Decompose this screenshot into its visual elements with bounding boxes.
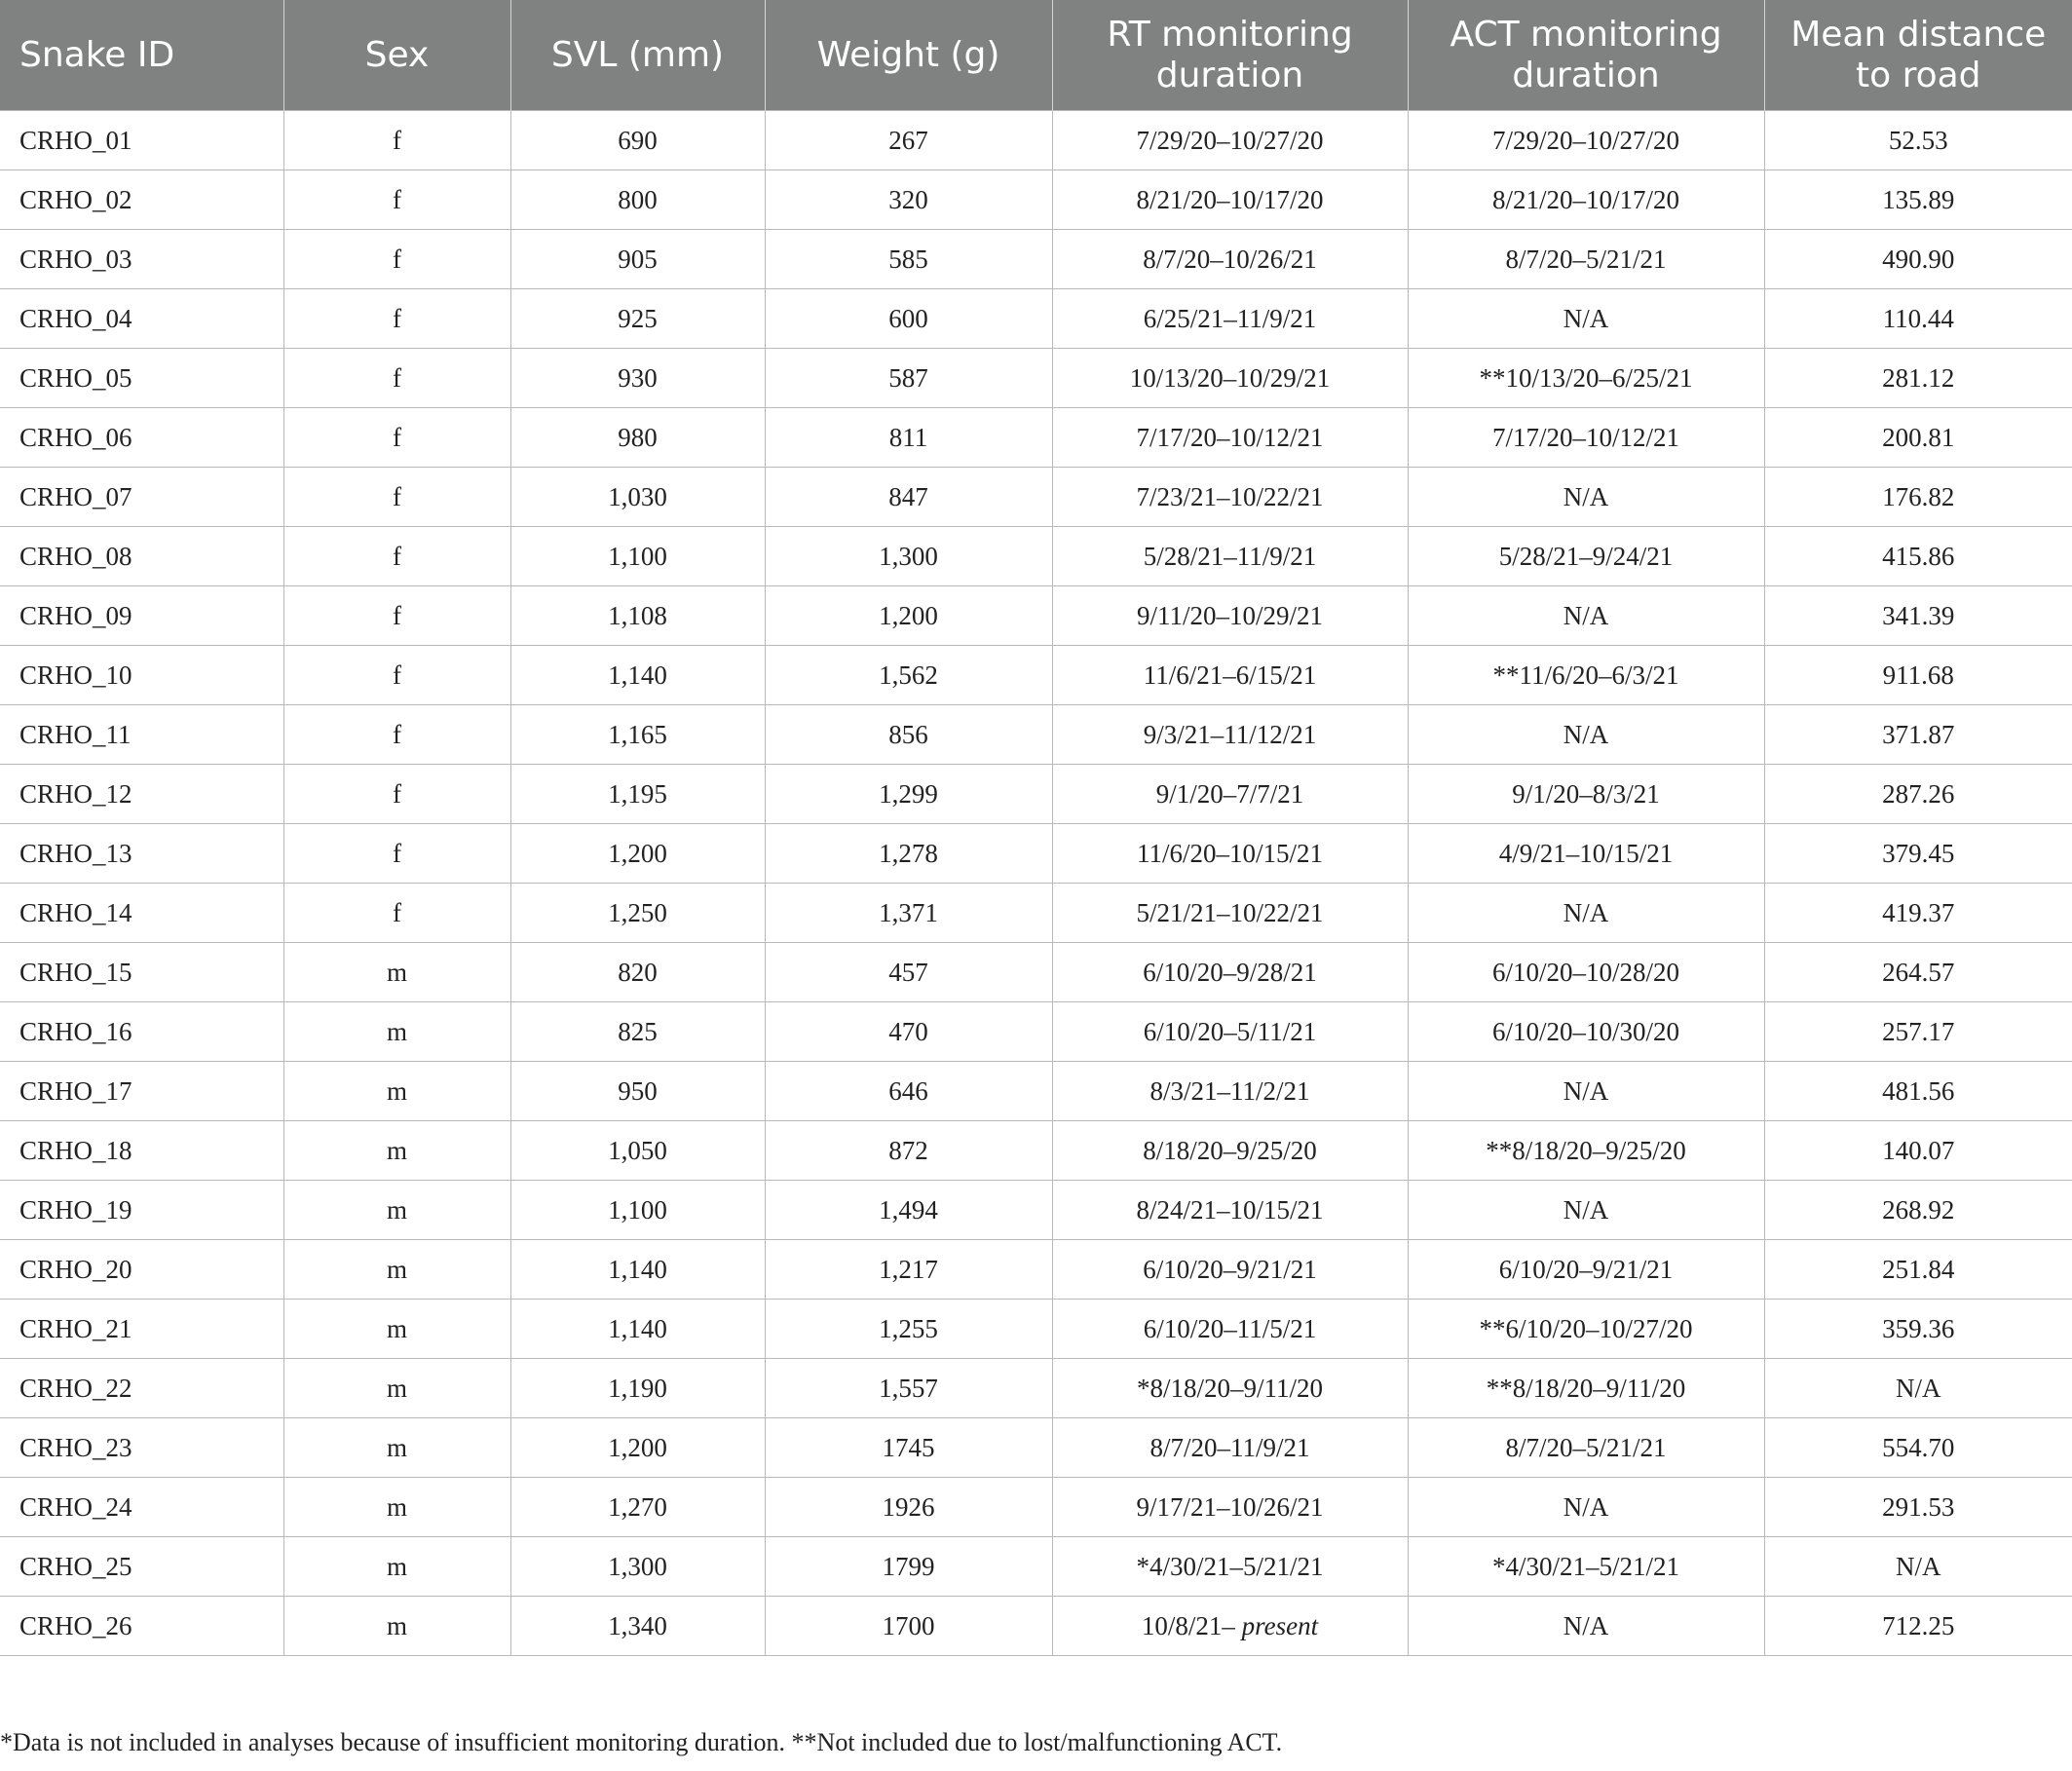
cell-mean-distance: 712.25 [1764,1597,2072,1656]
cell-rt-duration: 11/6/21–6/15/21 [1052,646,1408,705]
cell-weight: 811 [765,408,1052,468]
table-row [0,1537,2072,1597]
cell-rt-duration: 9/3/21–11/12/21 [1052,705,1408,765]
cell-mean-distance: 135.89 [1764,170,2072,230]
cell-svl: 980 [510,408,765,468]
cell-svl: 1,200 [510,1418,765,1478]
cell-snake-id: CRHO_23 [0,1418,283,1478]
table-footnote: *Data is not included in analyses because of insufficient monitoring duration. **Not included due to lost/malfunctioning ACT. [0,1728,1283,1756]
cell-act-duration: N/A [1408,289,1764,349]
cell-snake-id: CRHO_14 [0,884,283,943]
table-row [0,230,2072,289]
cell-snake-id: CRHO_20 [0,1240,283,1300]
cell-act-duration: N/A [1408,1597,1764,1656]
table-row [0,1002,2072,1062]
cell-sex: f [283,468,510,527]
table-row [0,1359,2072,1418]
cell-act-duration: 7/17/20–10/12/21 [1408,408,1764,468]
cell-sex: m [283,1418,510,1478]
cell-weight: 1,299 [765,765,1052,824]
cell-sex: m [283,1359,510,1418]
cell-weight: 1,494 [765,1181,1052,1240]
cell-act-duration: N/A [1408,586,1764,646]
cell-snake-id: CRHO_10 [0,646,283,705]
cell-svl: 1,050 [510,1121,765,1181]
cell-svl: 820 [510,943,765,1002]
cell-rt-duration: 6/10/20–11/5/21 [1052,1300,1408,1359]
table-row [0,527,2072,586]
cell-weight: 1,557 [765,1359,1052,1418]
cell-sex: m [283,1062,510,1121]
cell-rt-duration: 8/24/21–10/15/21 [1052,1181,1408,1240]
cell-rt-duration: *8/18/20–9/11/20 [1052,1359,1408,1418]
cell-weight: 267 [765,111,1052,170]
cell-svl: 950 [510,1062,765,1121]
cell-sex: f [283,705,510,765]
cell-weight: 1,562 [765,646,1052,705]
cell-weight: 1,300 [765,527,1052,586]
cell-rt-duration: 6/25/21–11/9/21 [1052,289,1408,349]
table-row [0,765,2072,824]
cell-mean-distance: 281.12 [1764,349,2072,408]
cell-svl: 1,140 [510,1300,765,1359]
cell-rt-duration: 7/23/21–10/22/21 [1052,468,1408,527]
cell-rt-duration: 9/1/20–7/7/21 [1052,765,1408,824]
cell-act-duration: **8/18/20–9/11/20 [1408,1359,1764,1418]
cell-sex: f [283,765,510,824]
cell-weight: 1799 [765,1537,1052,1597]
table-row [0,705,2072,765]
cell-sex: m [283,1478,510,1537]
cell-mean-distance: 264.57 [1764,943,2072,1002]
table-row [0,468,2072,527]
cell-act-duration: **11/6/20–6/3/21 [1408,646,1764,705]
cell-snake-id: CRHO_11 [0,705,283,765]
cell-sex: m [283,1597,510,1656]
cell-rt-duration: 11/6/20–10/15/21 [1052,824,1408,884]
cell-svl: 690 [510,111,765,170]
cell-act-duration: 9/1/20–8/3/21 [1408,765,1764,824]
cell-mean-distance: 359.36 [1764,1300,2072,1359]
cell-rt-duration: 9/11/20–10/29/21 [1052,586,1408,646]
table-row [0,884,2072,943]
cell-rt-duration: 8/21/20–10/17/20 [1052,170,1408,230]
cell-rt-duration: 6/10/20–9/28/21 [1052,943,1408,1002]
cell-snake-id: CRHO_04 [0,289,283,349]
cell-act-duration: **6/10/20–10/27/20 [1408,1300,1764,1359]
table-row [0,1478,2072,1537]
cell-svl: 825 [510,1002,765,1062]
table-row [0,1181,2072,1240]
table-row [0,943,2072,1002]
cell-mean-distance: 257.17 [1764,1002,2072,1062]
cell-rt-duration: 9/17/21–10/26/21 [1052,1478,1408,1537]
cell-sex: m [283,1121,510,1181]
cell-sex: f [283,111,510,170]
cell-sex: f [283,349,510,408]
table-row [0,1121,2072,1181]
header-mean-distance-to-road: Mean distance to road [1764,0,2072,111]
cell-mean-distance: 419.37 [1764,884,2072,943]
cell-mean-distance: 110.44 [1764,289,2072,349]
cell-rt-duration: 6/10/20–5/11/21 [1052,1002,1408,1062]
table-row [0,289,2072,349]
cell-snake-id: CRHO_13 [0,824,283,884]
cell-svl: 1,165 [510,705,765,765]
header-snake-id: Snake ID [0,0,283,111]
table-row [0,170,2072,230]
cell-rt-duration: 8/3/21–11/2/21 [1052,1062,1408,1121]
table-row [0,824,2072,884]
cell-rt-duration: 7/17/20–10/12/21 [1052,408,1408,468]
cell-weight: 1,278 [765,824,1052,884]
cell-sex: f [283,884,510,943]
cell-snake-id: CRHO_12 [0,765,283,824]
cell-act-duration: N/A [1408,1478,1764,1537]
cell-rt-duration: 8/7/20–11/9/21 [1052,1418,1408,1478]
cell-svl: 905 [510,230,765,289]
cell-svl: 1,030 [510,468,765,527]
cell-sex: m [283,943,510,1002]
cell-snake-id: CRHO_25 [0,1537,283,1597]
cell-act-duration: 8/21/20–10/17/20 [1408,170,1764,230]
cell-rt-duration: 6/10/20–9/21/21 [1052,1240,1408,1300]
header-row [0,0,2072,111]
cell-act-duration: N/A [1408,884,1764,943]
cell-svl: 1,190 [510,1359,765,1418]
cell-act-duration: 5/28/21–9/24/21 [1408,527,1764,586]
cell-sex: m [283,1002,510,1062]
cell-mean-distance: 379.45 [1764,824,2072,884]
cell-sex: f [283,230,510,289]
table-row [0,1240,2072,1300]
cell-snake-id: CRHO_09 [0,586,283,646]
header-svl: SVL (mm) [510,0,765,111]
cell-snake-id: CRHO_02 [0,170,283,230]
cell-act-duration: N/A [1408,468,1764,527]
cell-rt-duration: 5/21/21–10/22/21 [1052,884,1408,943]
cell-snake-id: CRHO_19 [0,1181,283,1240]
cell-sex: m [283,1181,510,1240]
cell-mean-distance: 481.56 [1764,1062,2072,1121]
cell-sex: f [283,646,510,705]
table-header [0,0,2072,111]
cell-mean-distance: 554.70 [1764,1418,2072,1478]
table-row [0,408,2072,468]
cell-weight: 1926 [765,1478,1052,1537]
cell-svl: 1,340 [510,1597,765,1656]
cell-svl: 1,270 [510,1478,765,1537]
header-weight: Weight (g) [765,0,1052,111]
cell-weight: 587 [765,349,1052,408]
cell-weight: 1700 [765,1597,1052,1656]
cell-mean-distance: 371.87 [1764,705,2072,765]
cell-weight: 872 [765,1121,1052,1181]
cell-mean-distance: 176.82 [1764,468,2072,527]
table-row [0,349,2072,408]
cell-svl: 1,195 [510,765,765,824]
cell-weight: 847 [765,468,1052,527]
cell-act-duration: *4/30/21–5/21/21 [1408,1537,1764,1597]
cell-rt-duration: 10/13/20–10/29/21 [1052,349,1408,408]
table-row [0,1062,2072,1121]
cell-weight: 600 [765,289,1052,349]
cell-act-duration: 6/10/20–10/28/20 [1408,943,1764,1002]
cell-mean-distance: 341.39 [1764,586,2072,646]
cell-rt-duration: 8/7/20–10/26/21 [1052,230,1408,289]
present-italic: present [1241,1610,1319,1640]
cell-weight: 1745 [765,1418,1052,1478]
cell-sex: f [283,527,510,586]
cell-snake-id: CRHO_01 [0,111,283,170]
table-row [0,1300,2072,1359]
cell-act-duration: 8/7/20–5/21/21 [1408,230,1764,289]
cell-svl: 1,200 [510,824,765,884]
cell-snake-id: CRHO_05 [0,349,283,408]
cell-snake-id: CRHO_18 [0,1121,283,1181]
cell-snake-id: CRHO_22 [0,1359,283,1418]
cell-weight: 457 [765,943,1052,1002]
cell-mean-distance: 911.68 [1764,646,2072,705]
cell-sex: f [283,289,510,349]
header-rt-monitoring-duration: RT monitoring duration [1052,0,1408,111]
cell-svl: 1,300 [510,1537,765,1597]
table-row [0,586,2072,646]
cell-sex: f [283,170,510,230]
header-sex: Sex [283,0,510,111]
cell-act-duration: N/A [1408,1181,1764,1240]
cell-act-duration: 8/7/20–5/21/21 [1408,1418,1764,1478]
cell-snake-id: CRHO_06 [0,408,283,468]
cell-mean-distance: N/A [1764,1359,2072,1418]
cell-sex: m [283,1300,510,1359]
cell-svl: 1,100 [510,1181,765,1240]
cell-mean-distance: 268.92 [1764,1181,2072,1240]
cell-snake-id: CRHO_03 [0,230,283,289]
cell-mean-distance: 291.53 [1764,1478,2072,1537]
cell-mean-distance: 140.07 [1764,1121,2072,1181]
cell-weight: 470 [765,1002,1052,1062]
table-row [0,646,2072,705]
cell-svl: 930 [510,349,765,408]
cell-svl: 1,140 [510,646,765,705]
cell-act-duration: N/A [1408,705,1764,765]
cell-weight: 585 [765,230,1052,289]
cell-act-duration: 4/9/21–10/15/21 [1408,824,1764,884]
cell-weight: 1,217 [765,1240,1052,1300]
cell-mean-distance: 490.90 [1764,230,2072,289]
cell-svl: 1,108 [510,586,765,646]
cell-svl: 1,250 [510,884,765,943]
cell-act-duration: **8/18/20–9/25/20 [1408,1121,1764,1181]
table-row [0,111,2072,170]
cell-snake-id: CRHO_08 [0,527,283,586]
cell-mean-distance: N/A [1764,1537,2072,1597]
cell-mean-distance: 200.81 [1764,408,2072,468]
cell-sex: f [283,824,510,884]
cell-rt-duration: 8/18/20–9/25/20 [1052,1121,1408,1181]
cell-weight: 320 [765,170,1052,230]
cell-snake-id: CRHO_24 [0,1478,283,1537]
cell-snake-id: CRHO_16 [0,1002,283,1062]
cell-sex: m [283,1537,510,1597]
cell-sex: f [283,586,510,646]
cell-act-duration: **10/13/20–6/25/21 [1408,349,1764,408]
cell-snake-id: CRHO_21 [0,1300,283,1359]
cell-snake-id: CRHO_17 [0,1062,283,1121]
cell-weight: 1,371 [765,884,1052,943]
cell-act-duration: 6/10/20–9/21/21 [1408,1240,1764,1300]
table-row [0,1597,2072,1656]
cell-svl: 800 [510,170,765,230]
cell-weight: 646 [765,1062,1052,1121]
cell-weight: 1,255 [765,1300,1052,1359]
cell-sex: f [283,408,510,468]
cell-snake-id: CRHO_15 [0,943,283,1002]
cell-mean-distance: 52.53 [1764,111,2072,170]
cell-svl: 1,140 [510,1240,765,1300]
cell-rt-duration: *4/30/21–5/21/21 [1052,1537,1408,1597]
cell-svl: 925 [510,289,765,349]
header-act-monitoring-duration: ACT monitoring duration [1408,0,1764,111]
cell-mean-distance: 415.86 [1764,527,2072,586]
cell-weight: 856 [765,705,1052,765]
cell-sex: m [283,1240,510,1300]
cell-mean-distance: 287.26 [1764,765,2072,824]
cell-act-duration: N/A [1408,1062,1764,1121]
cell-mean-distance: 251.84 [1764,1240,2072,1300]
cell-act-duration: 6/10/20–10/30/20 [1408,1002,1764,1062]
cell-act-duration: 7/29/20–10/27/20 [1408,111,1764,170]
cell-rt-duration: 5/28/21–11/9/21 [1052,527,1408,586]
cell-snake-id: CRHO_26 [0,1597,283,1656]
cell-rt-duration: 10/8/21– present [1052,1597,1408,1656]
cell-weight: 1,200 [765,586,1052,646]
cell-svl: 1,100 [510,527,765,586]
table-body [0,111,2072,1656]
table-row [0,1418,2072,1478]
cell-snake-id: CRHO_07 [0,468,283,527]
cell-rt-duration: 7/29/20–10/27/20 [1052,111,1408,170]
